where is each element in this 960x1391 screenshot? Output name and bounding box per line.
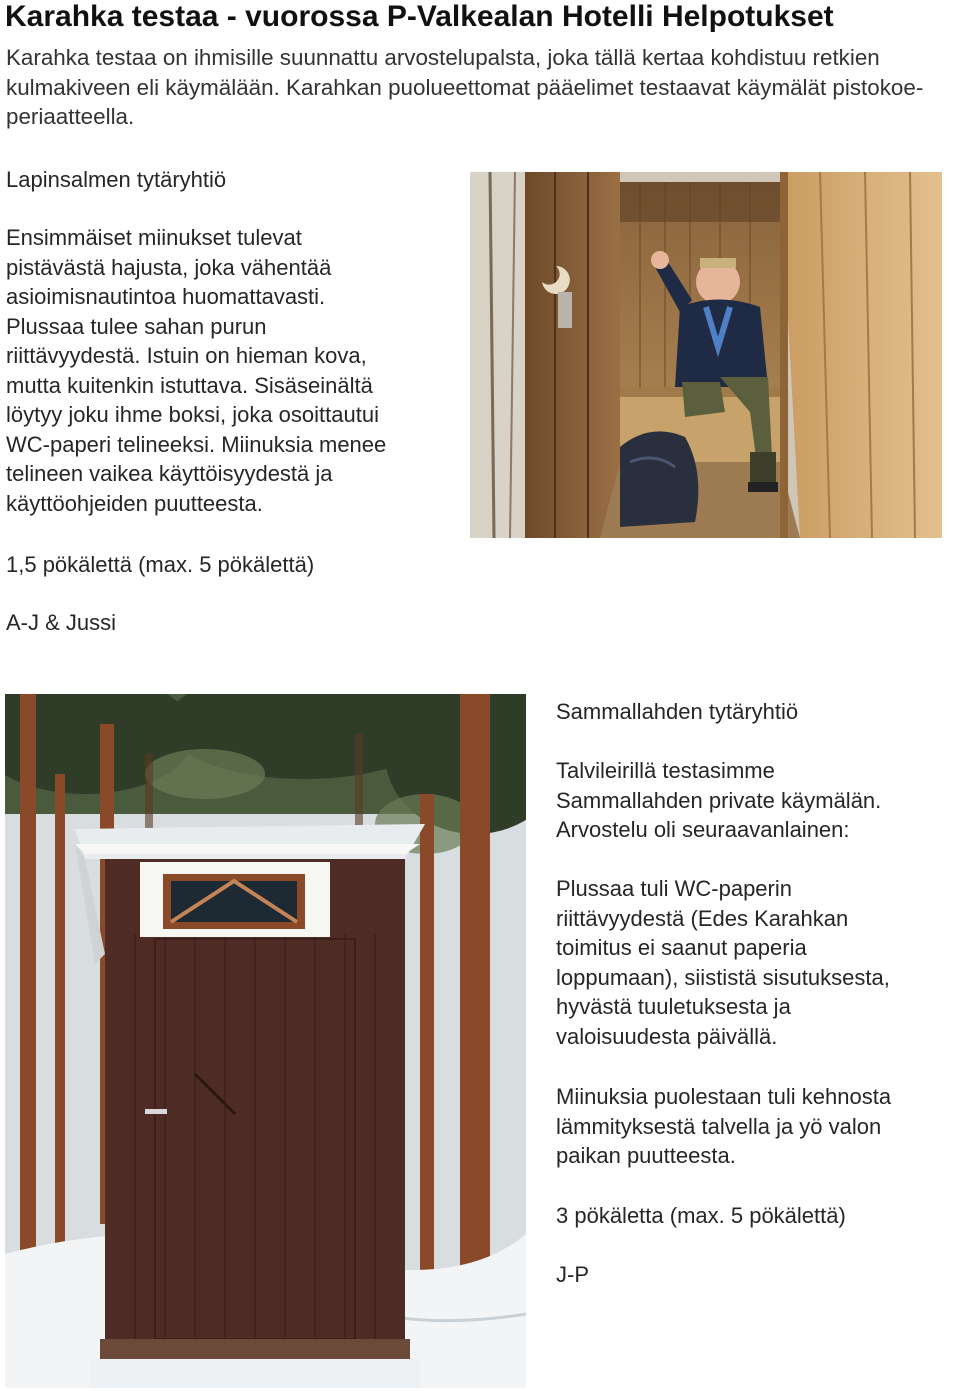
review2-intro xyxy=(556,756,954,845)
review2-plus xyxy=(556,874,954,1051)
review1-line: telineen vaikea käyttöisyydestä ja xyxy=(6,461,333,486)
review1-line: WC-paperi telineeksi. Miinuksia menee xyxy=(6,431,387,457)
photo-outhouse-winter xyxy=(5,694,526,1388)
review1-line: käyttöohjeiden puutteesta. xyxy=(6,490,263,516)
review2-minus-line: paikan puutteesta. xyxy=(556,1143,736,1168)
review2-rating: 3 pökäletta (max. 5 pökälettä) xyxy=(556,1203,846,1228)
review1-line: Ensimmäiset miinukset tulevat xyxy=(6,225,302,250)
page-title: Karahka testaa - vuorossa P-Valkealan Hotelli Helpotukset xyxy=(5,0,834,33)
review2-intro-line: Sammallahden private käymälän. xyxy=(556,787,882,813)
review1-rating: 1,5 pökälettä (max. 5 pökälettä) xyxy=(6,552,315,577)
review2-plus-line: hyvästä tuuletuksesta ja xyxy=(556,994,791,1019)
review2-intro-line: Talvileirillä testasimme xyxy=(556,758,775,783)
review2-minus-line: Miinuksia puolestaan tuli kehnosta xyxy=(556,1084,892,1109)
review2-plus-line: Plussaa tuli WC-paperin xyxy=(556,876,792,901)
review2-minus-line: lämmityksestä talvella ja yö valon xyxy=(556,1113,882,1139)
photo-outhouse-interior xyxy=(470,172,942,538)
review2-plus-line: valoisuudesta päivällä. xyxy=(556,1023,778,1049)
review2-plus-line: loppumaan), siististä sisutuksesta, xyxy=(556,964,890,990)
review1-body xyxy=(6,223,456,518)
review1-heading: Lapinsalmen tytäryhtiö xyxy=(6,167,227,192)
review1-line: löytyy joku ihme boksi, joka osoittautui xyxy=(6,402,379,427)
review2-intro-line: Arvostelu oli seuraavanlainen: xyxy=(556,817,850,842)
photo-outhouse-winter-illustration xyxy=(5,694,526,1388)
review2-heading: Sammallahden tytäryhtiö xyxy=(556,699,799,724)
review2-author: J-P xyxy=(556,1262,589,1287)
review2-plus-line: toimitus ei saanut paperia xyxy=(556,935,807,960)
review1-authors: A-J & Jussi xyxy=(6,610,117,635)
intro-paragraph: Karahka testaa on ihmisille suunnattu arvostelupalsta, joka tällä kertaa kohdistuu retkien kulmakiveen eli käymälään. Karahkan puolueettomat pääelimet testaavat käymälät pistokoe-periaatteella. xyxy=(6,45,924,129)
review1-line: Plussaa tulee sahan purun xyxy=(6,313,267,339)
review2-plus-line: riittävyydestä (Edes Karahkan xyxy=(556,905,849,931)
review1-line: asioimisnautintoa huomattavasti. xyxy=(6,284,326,309)
photo-outhouse-interior-illustration xyxy=(470,172,942,538)
review1-line: pistävästä hajusta, joka vähentää xyxy=(6,254,332,280)
review1-line: mutta kuitenkin istuttava. Sisäseinältä xyxy=(6,372,373,398)
review2-minus xyxy=(556,1082,954,1171)
review1-line: riittävyydestä. Istuin on hieman kova, xyxy=(6,343,367,368)
